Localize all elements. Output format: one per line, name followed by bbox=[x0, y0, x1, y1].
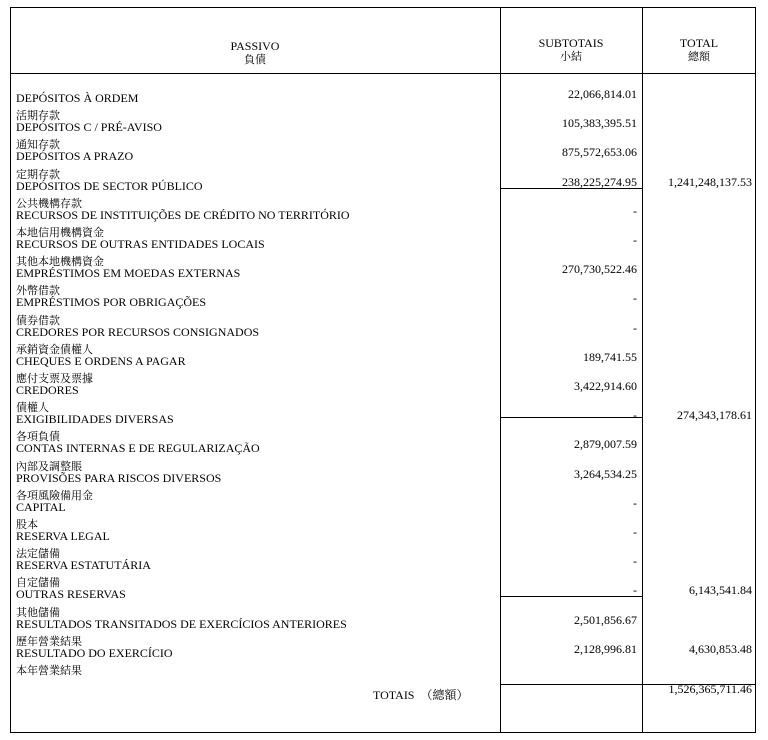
row-subtotal: - bbox=[633, 408, 637, 423]
row-label-pt: CAPITAL bbox=[16, 499, 66, 514]
header-passivo-label: PASSIVO bbox=[230, 39, 280, 53]
header-divider bbox=[10, 73, 756, 74]
row-subtotal: - bbox=[633, 495, 637, 510]
table-row bbox=[0, 516, 768, 545]
table-row bbox=[0, 399, 768, 428]
table-row bbox=[0, 136, 768, 165]
table-row bbox=[0, 166, 768, 195]
row-subtotal: - bbox=[633, 554, 637, 569]
row-label-pt: RESERVA LEGAL bbox=[16, 529, 110, 543]
row-subtotal: 2,128,996.81 bbox=[574, 641, 637, 656]
row-label-zh: 債券借款 bbox=[16, 314, 60, 327]
row-label-pt: EMPRÉSTIMOS POR OBRIGAÇÕES bbox=[16, 295, 207, 310]
header-passivo-zh: 負債 bbox=[244, 54, 266, 66]
row-subtotal: 3,264,534.25 bbox=[574, 466, 637, 481]
row-label-pt: CREDORES bbox=[16, 383, 79, 397]
row-label-zh: 內部及調整賬 bbox=[16, 460, 82, 473]
row-subtotal: 238,225,274.95 bbox=[562, 174, 637, 189]
row-subtotal: 875,572,653.06 bbox=[562, 145, 637, 160]
row-total: 6,143,541.84 bbox=[689, 583, 752, 598]
table-row bbox=[0, 545, 768, 574]
row-label-zh: 歷年營業結果 bbox=[16, 635, 82, 648]
header-passivo bbox=[180, 39, 330, 67]
row-label-pt: RESERVA ESTATUTÁRIA bbox=[16, 558, 151, 573]
row-label-pt: CONTAS INTERNAS E DE REGULARIZAÇÃO bbox=[16, 441, 260, 456]
row-subtotal: 2,501,856.67 bbox=[574, 612, 637, 627]
row-label-pt: RESULTADOS TRANSITADOS DE EXERCÍCIOS ANTERIORES bbox=[16, 616, 347, 631]
row-label-pt: CHEQUES E ORDENS A PAGAR bbox=[16, 353, 186, 368]
row-subtotal: - bbox=[633, 583, 637, 598]
header-total-zh: 總額 bbox=[688, 51, 710, 63]
row-label-zh: 自定儲備 bbox=[16, 577, 60, 590]
table-row bbox=[0, 282, 768, 311]
table-row bbox=[0, 312, 768, 341]
header-total bbox=[642, 36, 756, 64]
row-label-zh: 其他儲備 bbox=[16, 606, 60, 619]
row-subtotal: 2,879,007.59 bbox=[574, 437, 637, 452]
row-label-pt: OUTRAS RESERVAS bbox=[16, 587, 126, 602]
row-subtotal: - bbox=[633, 233, 637, 247]
row-label-zh: 定期存款 bbox=[16, 168, 60, 181]
table-row bbox=[0, 428, 768, 457]
table-row bbox=[0, 487, 768, 516]
header-subtotais-zh: 小結 bbox=[560, 51, 582, 63]
table-row bbox=[0, 633, 768, 662]
table-row bbox=[0, 107, 768, 136]
row-subtotal: - bbox=[633, 203, 637, 218]
row-label-zh: 股本 bbox=[16, 519, 38, 531]
row-subtotal: 105,383,395.51 bbox=[562, 116, 637, 131]
row-subtotal: - bbox=[633, 320, 637, 335]
table-row bbox=[0, 253, 768, 282]
row-label-zh: 外幣借款 bbox=[16, 285, 60, 298]
row-label-zh: 公共機構存款 bbox=[16, 197, 82, 210]
row-label-pt: RECURSOS DE OUTRAS ENTIDADES LOCAIS bbox=[16, 237, 265, 251]
row-label-zh: 本地信用機構資金 bbox=[16, 227, 104, 239]
row-label-zh: 通知存款 bbox=[16, 139, 60, 152]
row-total: 274,343,178.61 bbox=[677, 408, 752, 423]
row-subtotal: 189,741.55 bbox=[583, 349, 637, 364]
row-subtotal: 22,066,814.01 bbox=[568, 87, 637, 101]
row-label-zh: 其他本地機構資金 bbox=[16, 256, 104, 269]
row-subtotal: 3,422,914.60 bbox=[574, 379, 637, 393]
row-total: 1,241,248,137.53 bbox=[668, 174, 752, 189]
row-label-pt: RESULTADO DO EXERCÍCIO bbox=[16, 645, 173, 660]
row-total: 4,630,853.48 bbox=[689, 641, 752, 656]
table-row bbox=[0, 195, 768, 224]
row-label-zh: 承銷資金債權人 bbox=[16, 343, 93, 356]
row-subtotal: - bbox=[633, 291, 637, 306]
header-total-label: TOTAL bbox=[679, 36, 719, 50]
row-label-zh: 各項負債 bbox=[16, 431, 60, 444]
row-label-pt: DEPÓSITOS A PRAZO bbox=[16, 149, 134, 164]
row-label-zh: 各項風險備用金 bbox=[16, 489, 93, 502]
table-row bbox=[0, 341, 768, 370]
row-label-pt: EXIGIBILIDADES DIVERSAS bbox=[16, 412, 174, 427]
table-row bbox=[0, 604, 768, 633]
row-label-pt: DEPÓSITOS DE SECTOR PÚBLICO bbox=[16, 178, 203, 193]
row-label-pt: EMPRÉSTIMOS EM MOEDAS EXTERNAS bbox=[16, 266, 241, 281]
totals-value: 1,526,365,711.46 bbox=[668, 682, 752, 696]
row-subtotal: 270,730,522.46 bbox=[562, 262, 637, 277]
row-label-zh: 債權人 bbox=[16, 402, 49, 415]
row-label-zh: 活期存款 bbox=[16, 110, 60, 123]
row-label-pt: CREDORES POR RECURSOS CONSIGNADOS bbox=[16, 324, 260, 339]
table-row bbox=[0, 78, 768, 107]
row-label-zh: 應付支票及票據 bbox=[16, 373, 93, 385]
header-subtotais bbox=[500, 36, 642, 64]
row-label-pt: PROVISÕES PARA RISCOS DIVERSOS bbox=[16, 470, 222, 485]
header-subtotais-label: SUBTOTAIS bbox=[538, 36, 604, 50]
row-label-pt: DEPÓSITOS C / PRÉ-AVISO bbox=[16, 120, 162, 135]
table-row bbox=[0, 370, 768, 399]
table-row bbox=[0, 224, 768, 253]
row-label-pt: RECURSOS DE INSTITUIÇÕES DE CRÉDITO NO TERRITÓRIO bbox=[16, 207, 350, 222]
totals-label: TOTAIS （總額） bbox=[373, 688, 469, 702]
row-label-zh: 本年營業結果 bbox=[16, 665, 82, 677]
row-label-zh: 法定儲備 bbox=[16, 548, 60, 561]
table-row bbox=[0, 458, 768, 487]
table-row bbox=[0, 574, 768, 603]
row-label-pt: DEPÓSITOS À ORDEM bbox=[16, 91, 139, 105]
row-subtotal: - bbox=[633, 525, 637, 539]
